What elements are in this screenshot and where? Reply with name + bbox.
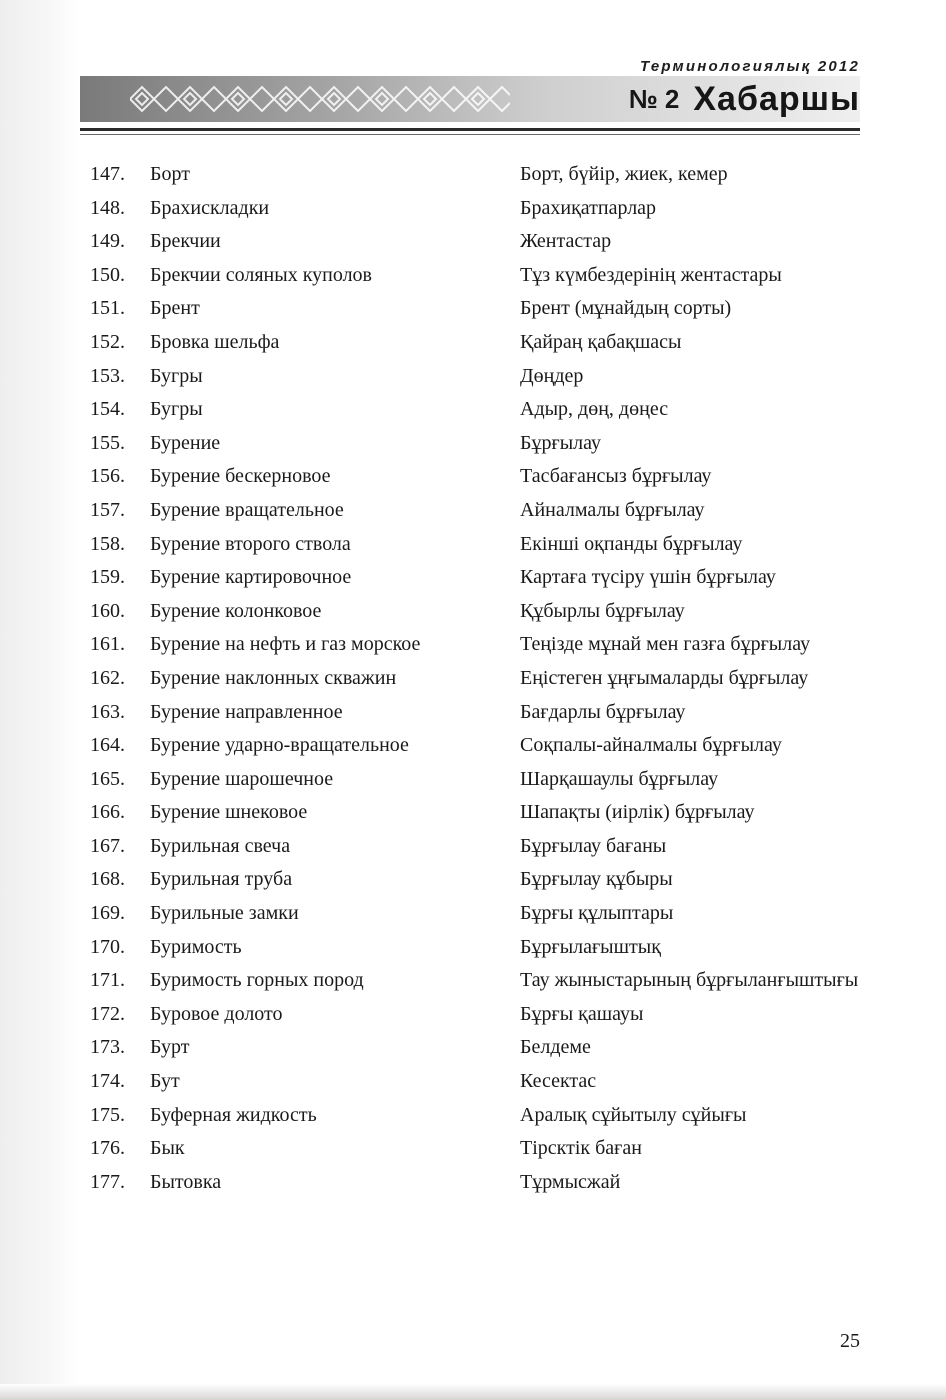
term-russian: Бурение направленное [150, 700, 343, 723]
term-number: 157. [90, 498, 125, 521]
term-russian: Бурение второго ствола [150, 532, 351, 555]
term-number: 172. [90, 1002, 125, 1025]
term-number: 150. [90, 263, 125, 286]
term-kazakh: Брент (мұнайдың сорты) [520, 297, 732, 320]
term-number: 166. [90, 801, 125, 824]
term-number: 165. [90, 767, 125, 790]
term-kazakh: Шапақты (иірлік) бұрғылау [520, 801, 755, 824]
term-kazakh: Бұрғылау құбыры [520, 868, 673, 891]
term-row [90, 192, 860, 226]
page-edge-shadow [0, 0, 78, 1399]
journal-name: Терминологиялық [640, 58, 812, 75]
term-row [90, 561, 860, 595]
term-row [90, 360, 860, 394]
journal-heading [640, 58, 860, 75]
term-kazakh: Тірсктік баған [520, 1137, 642, 1160]
page-bottom-edge [0, 1384, 946, 1399]
term-row [90, 393, 860, 427]
term-row [90, 863, 860, 897]
issue-number: № 2 [628, 83, 680, 114]
term-number: 167. [90, 834, 125, 857]
term-kazakh: Брахиқатпарлар [520, 196, 657, 219]
journal-year: 2012 [817, 58, 860, 75]
term-row [90, 326, 860, 360]
term-row [90, 998, 860, 1032]
journal-title: Хабаршы [693, 79, 860, 118]
term-russian: Бурение вращательное [150, 498, 344, 521]
term-kazakh: Картаға түсіру үшін бұрғылау [520, 566, 776, 589]
term-russian: Бурильные замки [150, 902, 299, 925]
term-row [90, 225, 860, 259]
ornament-pattern-icon [130, 80, 510, 118]
term-russian: Бугры [150, 398, 203, 421]
term-russian: Бурильная труба [150, 868, 293, 891]
header-rule [80, 128, 860, 131]
term-russian: Бурение наклонных скважин [150, 666, 397, 689]
term-number: 161. [90, 633, 125, 656]
term-russian: Бурт [150, 1036, 190, 1059]
term-kazakh: Кесектас [520, 1070, 597, 1093]
header-rule-thin [80, 134, 860, 135]
term-number: 176. [90, 1137, 125, 1160]
page-number: 25 [840, 1330, 860, 1352]
issue-heading [629, 78, 860, 120]
term-russian: Бурение бескерновое [150, 465, 331, 488]
term-row [90, 1166, 860, 1200]
term-number: 147. [90, 163, 125, 185]
term-number: 174. [90, 1070, 125, 1093]
term-row [90, 1099, 860, 1133]
term-kazakh: Шарқашаулы бұрғылау [520, 767, 719, 790]
term-number: 155. [90, 431, 125, 454]
term-row [90, 830, 860, 864]
term-row [90, 763, 860, 797]
term-kazakh: Тау жыныстарының бұрғыланғыштығы [520, 969, 859, 992]
term-kazakh: Аралық сұйытылу сұйығы [520, 1103, 747, 1126]
term-number: 159. [90, 566, 125, 589]
term-row [90, 796, 860, 830]
term-russian: Бурение ударно-вращательное [150, 734, 409, 757]
term-russian: Буримость горных пород [150, 969, 364, 992]
term-row [90, 1065, 860, 1099]
term-row [90, 696, 860, 730]
term-russian: Брахискладки [150, 196, 270, 219]
term-number: 152. [90, 330, 125, 353]
term-number: 156. [90, 465, 125, 488]
term-number: 164. [90, 734, 125, 757]
term-russian: Бык [150, 1137, 185, 1160]
term-kazakh: Теңізде мұнай мен газға бұрғылау [520, 633, 811, 656]
term-russian: Бурильная свеча [150, 834, 291, 857]
term-number: 158. [90, 532, 125, 555]
term-number: 162. [90, 666, 125, 689]
term-kazakh: Белдеме [520, 1036, 591, 1059]
term-row [90, 1132, 860, 1166]
term-russian: Буровое долото [150, 1002, 283, 1025]
term-number: 149. [90, 230, 125, 253]
term-kazakh: Бұрғылау [520, 431, 601, 454]
term-russian: Буферная жидкость [150, 1103, 317, 1126]
term-russian: Бурение [150, 431, 221, 454]
term-row [90, 964, 860, 998]
term-number: 168. [90, 868, 125, 891]
term-row [90, 595, 860, 629]
terms-list [90, 158, 860, 1199]
term-russian: Брекчии [150, 230, 221, 253]
term-russian: Бут [150, 1070, 180, 1093]
term-row [90, 494, 860, 528]
term-kazakh: Тұрмысжай [520, 1170, 621, 1193]
term-number: 173. [90, 1036, 125, 1059]
term-kazakh: Дөңдер [520, 364, 584, 387]
term-russian: Бурение картировочное [150, 566, 352, 589]
term-kazakh: Тұз күмбездерінің жентастары [520, 263, 782, 286]
term-russian: Буримость [150, 935, 242, 958]
term-number: 177. [90, 1170, 125, 1193]
term-row [90, 292, 860, 326]
term-kazakh: Бұрғылау бағаны [520, 834, 667, 857]
term-kazakh: Бұрғылағыштық [520, 935, 661, 958]
term-number: 171. [90, 969, 125, 992]
term-russian: Бугры [150, 364, 203, 387]
term-kazakh: Тасбағансыз бұрғылау [520, 465, 712, 488]
term-row [90, 259, 860, 293]
term-row [90, 662, 860, 696]
term-number: 154. [90, 398, 125, 421]
term-row [90, 427, 860, 461]
term-number: 148. [90, 196, 125, 219]
term-kazakh: Жентастар [520, 230, 612, 253]
term-row [90, 1031, 860, 1065]
term-row [90, 158, 860, 192]
term-russian: Бровка шельфа [150, 330, 280, 353]
term-kazakh: Бұрғы қашауы [520, 1002, 644, 1025]
term-russian: Борт [150, 163, 190, 185]
term-number: 153. [90, 364, 125, 387]
term-kazakh: Бұрғы құлыптары [520, 902, 674, 925]
term-kazakh: Адыр, дөң, дөңес [520, 398, 669, 421]
term-row [90, 528, 860, 562]
term-russian: Бурение на нефть и газ морское [150, 633, 421, 656]
term-number: 175. [90, 1103, 125, 1126]
term-row [90, 931, 860, 965]
term-kazakh: Екінші оқпанды бұрғылау [520, 532, 743, 555]
term-kazakh: Борт, бүйір, жиек, кемер [520, 163, 728, 185]
term-russian: Бурение шнековое [150, 801, 308, 824]
term-russian: Бурение шарошечное [150, 767, 334, 790]
term-row [90, 897, 860, 931]
term-number: 160. [90, 599, 125, 622]
term-russian: Бурение колонковое [150, 599, 322, 622]
term-kazakh: Құбырлы бұрғылау [520, 599, 685, 622]
term-number: 163. [90, 700, 125, 723]
term-kazakh: Бағдарлы бұрғылау [520, 700, 686, 723]
term-kazakh: Айналмалы бұрғылау [520, 498, 705, 521]
term-row [90, 729, 860, 763]
term-kazakh: Қайраң қабақшасы [520, 330, 682, 353]
term-row [90, 628, 860, 662]
term-russian: Брент [150, 297, 200, 320]
term-kazakh: Еңістеген ұңғымаларды бұрғылау [520, 666, 809, 689]
term-row [90, 460, 860, 494]
term-kazakh: Соқпалы-айналмалы бұрғылау [520, 734, 782, 757]
term-number: 170. [90, 935, 125, 958]
term-number: 169. [90, 902, 125, 925]
term-russian: Брекчии соляных куполов [150, 263, 372, 286]
term-russian: Бытовка [150, 1170, 222, 1193]
term-number: 151. [90, 297, 125, 320]
